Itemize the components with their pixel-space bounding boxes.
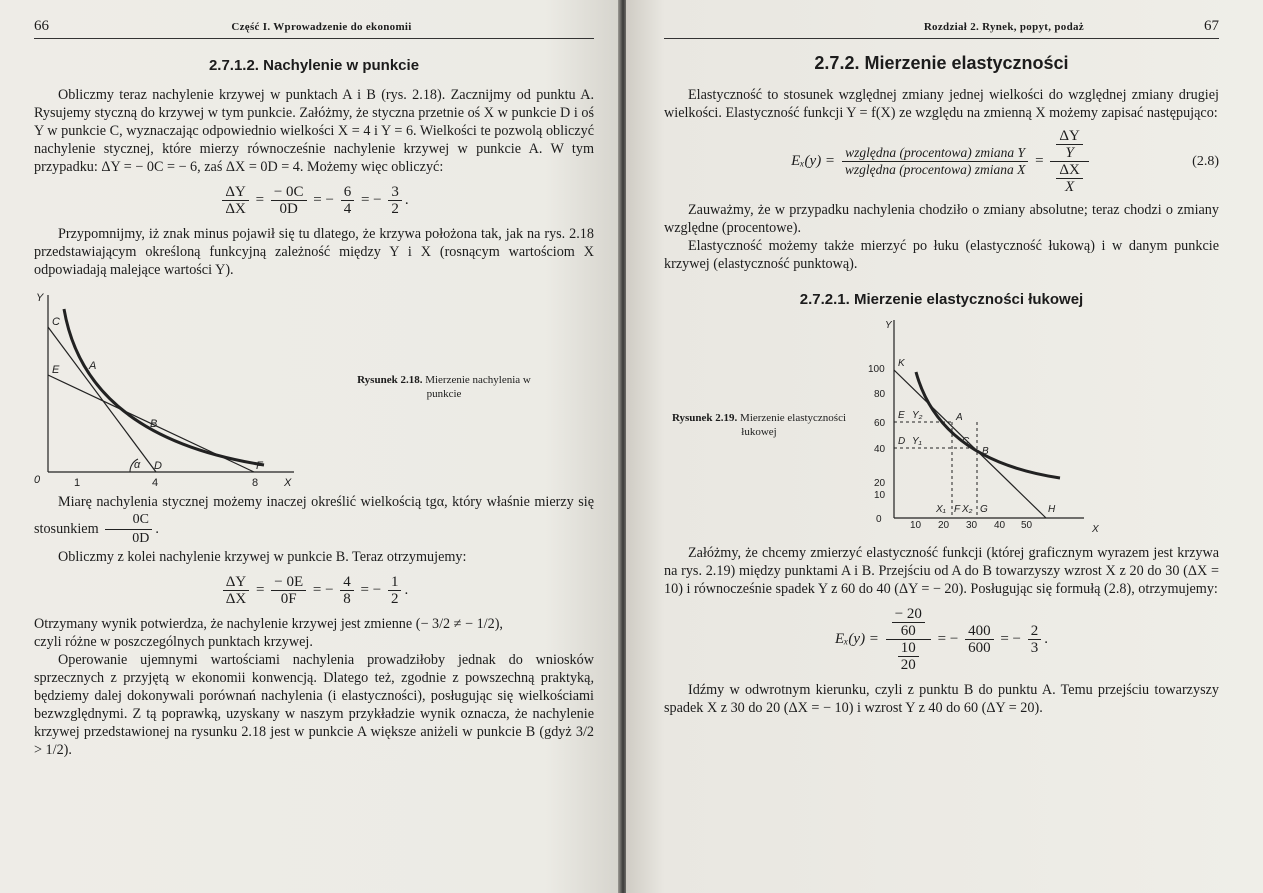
- caption-text: Mierzenie elastyczności łukowej: [740, 412, 847, 438]
- figure-2-18: [34, 287, 594, 487]
- point-label: X₂: [962, 504, 973, 515]
- eq-term: 6: [341, 184, 355, 201]
- point-label: X₁: [936, 504, 946, 515]
- eq-term: 0C: [105, 511, 152, 530]
- eq-term: 4: [343, 201, 352, 217]
- paragraph: Przypomnijmy, iż znak minus pojawił się tu dlatego, że krzywa położona tak, jak na rys. 2.18 przedstawiającym określoną funkcyjną zależność między Y i X (rosnącym wartościom X odpowiadają malejące wartości Y).: [34, 226, 594, 278]
- point-label: Y₂: [912, 410, 923, 421]
- figure-caption: [664, 411, 854, 439]
- eq-term: 400: [965, 623, 994, 640]
- right-page: [626, 0, 1263, 893]
- axis-label: Y: [885, 320, 892, 331]
- tick-label: 0: [876, 514, 882, 525]
- point-label: E: [52, 364, 60, 376]
- point-label: E: [898, 410, 905, 421]
- eq-term: względna (procentowa) zmiana X: [844, 162, 1026, 177]
- tangent-line-a: [48, 327, 156, 472]
- subsection-heading: 2.7.2.1. Mierzenie elastyczności łukowej: [799, 291, 1084, 308]
- point-label: F: [954, 504, 961, 515]
- point-label: A: [89, 360, 97, 372]
- point-label: B: [982, 446, 989, 457]
- paragraph: Idźmy w odwrotnym kierunku, czyli z punktu B do punktu A. Temu przejściu towarzyszy spadek X z 30 do 20 (ΔX = − 10) i wzrost Y z 40 do 60 (ΔY = 20).: [664, 682, 1219, 716]
- eq-term: względna (procentowa) zmiana Y: [842, 145, 1029, 162]
- left-running-head: [34, 0, 594, 39]
- tick-label: 30: [966, 520, 978, 531]
- eq-term: 2: [391, 201, 399, 217]
- paragraph: Miarę nachylenia stycznej możemy inaczej określić wielkością tgα, który właśnie mierzy się stosunkiem $\frac{0C}{0D}$ .: [34, 494, 594, 546]
- page-number: 66: [34, 18, 49, 34]
- point-label: A: [956, 412, 963, 423]
- paragraph: Obliczmy z kolei nachylenie krzywej w punkcie B. Teraz otrzymujemy:: [58, 549, 467, 565]
- point-label: D: [898, 436, 906, 447]
- eq-term: 4: [340, 574, 354, 591]
- eq-lhs: Eₓ(y) =: [791, 152, 836, 169]
- equation-slope-b: $\frac{\Delta Y}{\Delta X}$ = $\frac{- 0E}{0F}$ = − $\frac{4}{8}$ = − $\frac{1}{2}$ .: [34, 574, 594, 607]
- axis-label: X: [284, 477, 292, 487]
- eq-term: X: [1065, 179, 1075, 195]
- tick-label: 0: [34, 474, 41, 486]
- paragraph: Elastyczność to stosunek względnej zmiany jednej wielkości do względnej zmiany drugiej wielkości. Elastyczność funkcji Y = f(X) ze względu na zmienną X możemy zapisać następująco:: [664, 87, 1219, 121]
- eq-term: 600: [968, 640, 991, 656]
- caption-label: Rysunek 2.18.: [357, 374, 423, 386]
- point-label: B: [150, 418, 158, 430]
- eq-term: − 20: [892, 606, 925, 623]
- point-label: D: [154, 460, 162, 472]
- point-label: Y₁: [912, 436, 922, 447]
- eq-term: ΔY: [1056, 128, 1082, 145]
- eq-term: 0D: [279, 201, 298, 217]
- point-label: C: [962, 436, 970, 447]
- section-heading: 2.7.1.2. Nachylenie w punkcie: [208, 57, 420, 74]
- tick-label: 60: [874, 418, 886, 429]
- tick-label: 40: [874, 444, 886, 455]
- paragraph-text: Miarę nachylenia stycznej możemy inaczej określić wielkością tgα, który właśnie mierzy się stosunkiem: [34, 494, 594, 537]
- tick-label: 20: [874, 478, 886, 489]
- eq-term: 1: [388, 574, 402, 591]
- eq-lhs: Eₓ(y) =: [834, 630, 879, 647]
- caption-text: Mierzenie nachylenia w punkcie: [425, 374, 531, 400]
- tick-label: 40: [994, 520, 1006, 531]
- eq-term: ΔX: [225, 201, 246, 217]
- right-running-head: [664, 0, 1219, 39]
- paragraph: Operowanie ujemnymi wartościami nachylenia prowadziłoby jednak do wniosków sprzecznych z przyjętą w ekonomii konwencją. Dlatego też, zgodnie z powszechną praktyką, będziemy dalej dokonywali porównań nachylenia (i elastyczności), posługując się wielkościami bezwzględnymi. Z tą poprawką, uzyskany w naszym przykładzie wynik oznacza, że nachylenie krzywej przedstawionej na rysunku 2.18 jest w punkcie A większe aniżeli w punkcie B (gdyż 3/2 > 1/2).: [34, 652, 594, 758]
- equation-arc-ab: Eₓ(y) = $\frac{\frac{- 20}{60}}{\frac{10}{20}}$ = − $\frac{400}{600}$ = − $\frac{2}{3}$ .: [834, 606, 1048, 673]
- eq-term: 60: [900, 623, 916, 639]
- equation-slope-a: $\frac{\Delta Y}{\Delta X}$ = $\frac{- 0C}{0D}$ = − $\frac{6}{4}$ = − $\frac{3}{2}$ .: [34, 184, 594, 217]
- paragraph: Załóżmy, że chcemy zmierzyć elastyczność funkcji (której graficznym wyrazem jest krzywa na rys. 2.19) między punktami A i B. Przejściu od A do B towarzyszy wzrost X z 20 do 30 (ΔX = 10) i równocześnie spadek Y z 60 do 40 (ΔY = − 20). Posługując się formułą (2.8), otrzymujemy:: [664, 545, 1219, 597]
- point-label: F: [256, 460, 263, 472]
- page-number: 67: [1204, 18, 1219, 34]
- point-label: H: [1048, 504, 1056, 515]
- eq-term: 2: [390, 591, 399, 607]
- figure-2-19: [664, 314, 1219, 536]
- paragraph: czyli różne w poszczególnych punktach krzywej.: [34, 634, 313, 650]
- tick-label: 100: [868, 364, 885, 375]
- tick-label: 1: [74, 477, 81, 487]
- tick-label: 80: [874, 389, 886, 400]
- eq-term: 3: [1030, 640, 1039, 656]
- caption-label: Rysunek 2.19.: [671, 412, 738, 424]
- tick-label: 20: [938, 520, 950, 531]
- eq-term: ΔY: [223, 574, 249, 591]
- eq-term: ΔY: [222, 184, 248, 201]
- paragraph: Zauważmy, że w przypadku nachylenia chodziło o zmiany absolutne; teraz chodzi o zmiany względne (procentowe).: [664, 202, 1219, 236]
- left-page: [0, 0, 620, 893]
- eq-term: 2: [1028, 623, 1042, 640]
- point-label: G: [980, 504, 988, 515]
- eq-term: ΔX: [225, 591, 247, 607]
- tick-label: 10: [874, 490, 886, 501]
- arc-elasticity-diagram: [864, 314, 1114, 536]
- eq-term: 3: [388, 184, 402, 201]
- axis-label: Y: [36, 292, 44, 304]
- eq-term: 0D: [132, 531, 150, 546]
- tick-label: 4: [152, 477, 159, 487]
- eq-term: 0F: [280, 591, 297, 607]
- eq-term: 20: [900, 657, 916, 673]
- paragraph: Obliczmy teraz nachylenie krzywej w punktach A i B (rys. 2.18). Zacznijmy od punktu A. Rysujemy styczną do krzywej w tym punkcie. Załóżmy, że styczna przetnie oś X w punkcie D i oś Y w punkcie C, wyznaczając odpowiednio wielkości X = 4 i Y = 6. Wielkości te pozwolą obliczyć nachylenie stycznej, które mierzy równocześnie nachylenie krzywej w punkcie A. W tym przypadku: ΔY = − 0C = − 6, zaś ΔX = 0D = 4. Możemy więc obliczyć:: [34, 87, 594, 175]
- slope-diagram: [34, 287, 304, 487]
- eq-term: 8: [343, 591, 351, 607]
- point-label: K: [898, 358, 905, 369]
- curve: [64, 309, 264, 465]
- running-title: Rozdział 2. Rynek, popyt, podaż: [923, 21, 1084, 33]
- eq-term: ΔX: [1056, 162, 1082, 179]
- tick-label: 10: [910, 520, 922, 531]
- equation-2-8: Eₓ(y) = $\frac{\text{względna (procentowa) zmiana Y}}{\text{względna (procentowa) zmiana X}}$ = $\frac{\frac{\Delta Y}{Y}}{\frac{\Delta X}{X}}$ (2.8): [791, 128, 1219, 195]
- point-label: C: [52, 316, 60, 328]
- angle-label: α: [134, 459, 141, 471]
- eq-term: Y: [1065, 145, 1074, 161]
- eq-term: 10: [898, 640, 919, 657]
- axis-label: X: [1092, 524, 1099, 535]
- figure-caption: [344, 373, 544, 401]
- running-title: Część I. Wprowadzenie do ekonomii: [231, 21, 412, 33]
- equation-number: (2.8): [1192, 153, 1219, 169]
- section-heading: 2.7.2. Mierzenie elastyczności: [814, 53, 1069, 73]
- paragraph: Elastyczność możemy także mierzyć po łuku (elastyczność łukową) i w danym punkcie krzywej (elastyczność punktową).: [664, 238, 1219, 272]
- tick-label: 8: [252, 477, 259, 487]
- eq-term: − 0C: [271, 184, 307, 201]
- tick-label: 50: [1021, 520, 1033, 531]
- eq-term: − 0E: [271, 574, 306, 591]
- paragraph: Otrzymany wynik potwierdza, że nachylenie krzywej jest zmienne (− 3/2 ≠ − 1/2),: [34, 616, 503, 632]
